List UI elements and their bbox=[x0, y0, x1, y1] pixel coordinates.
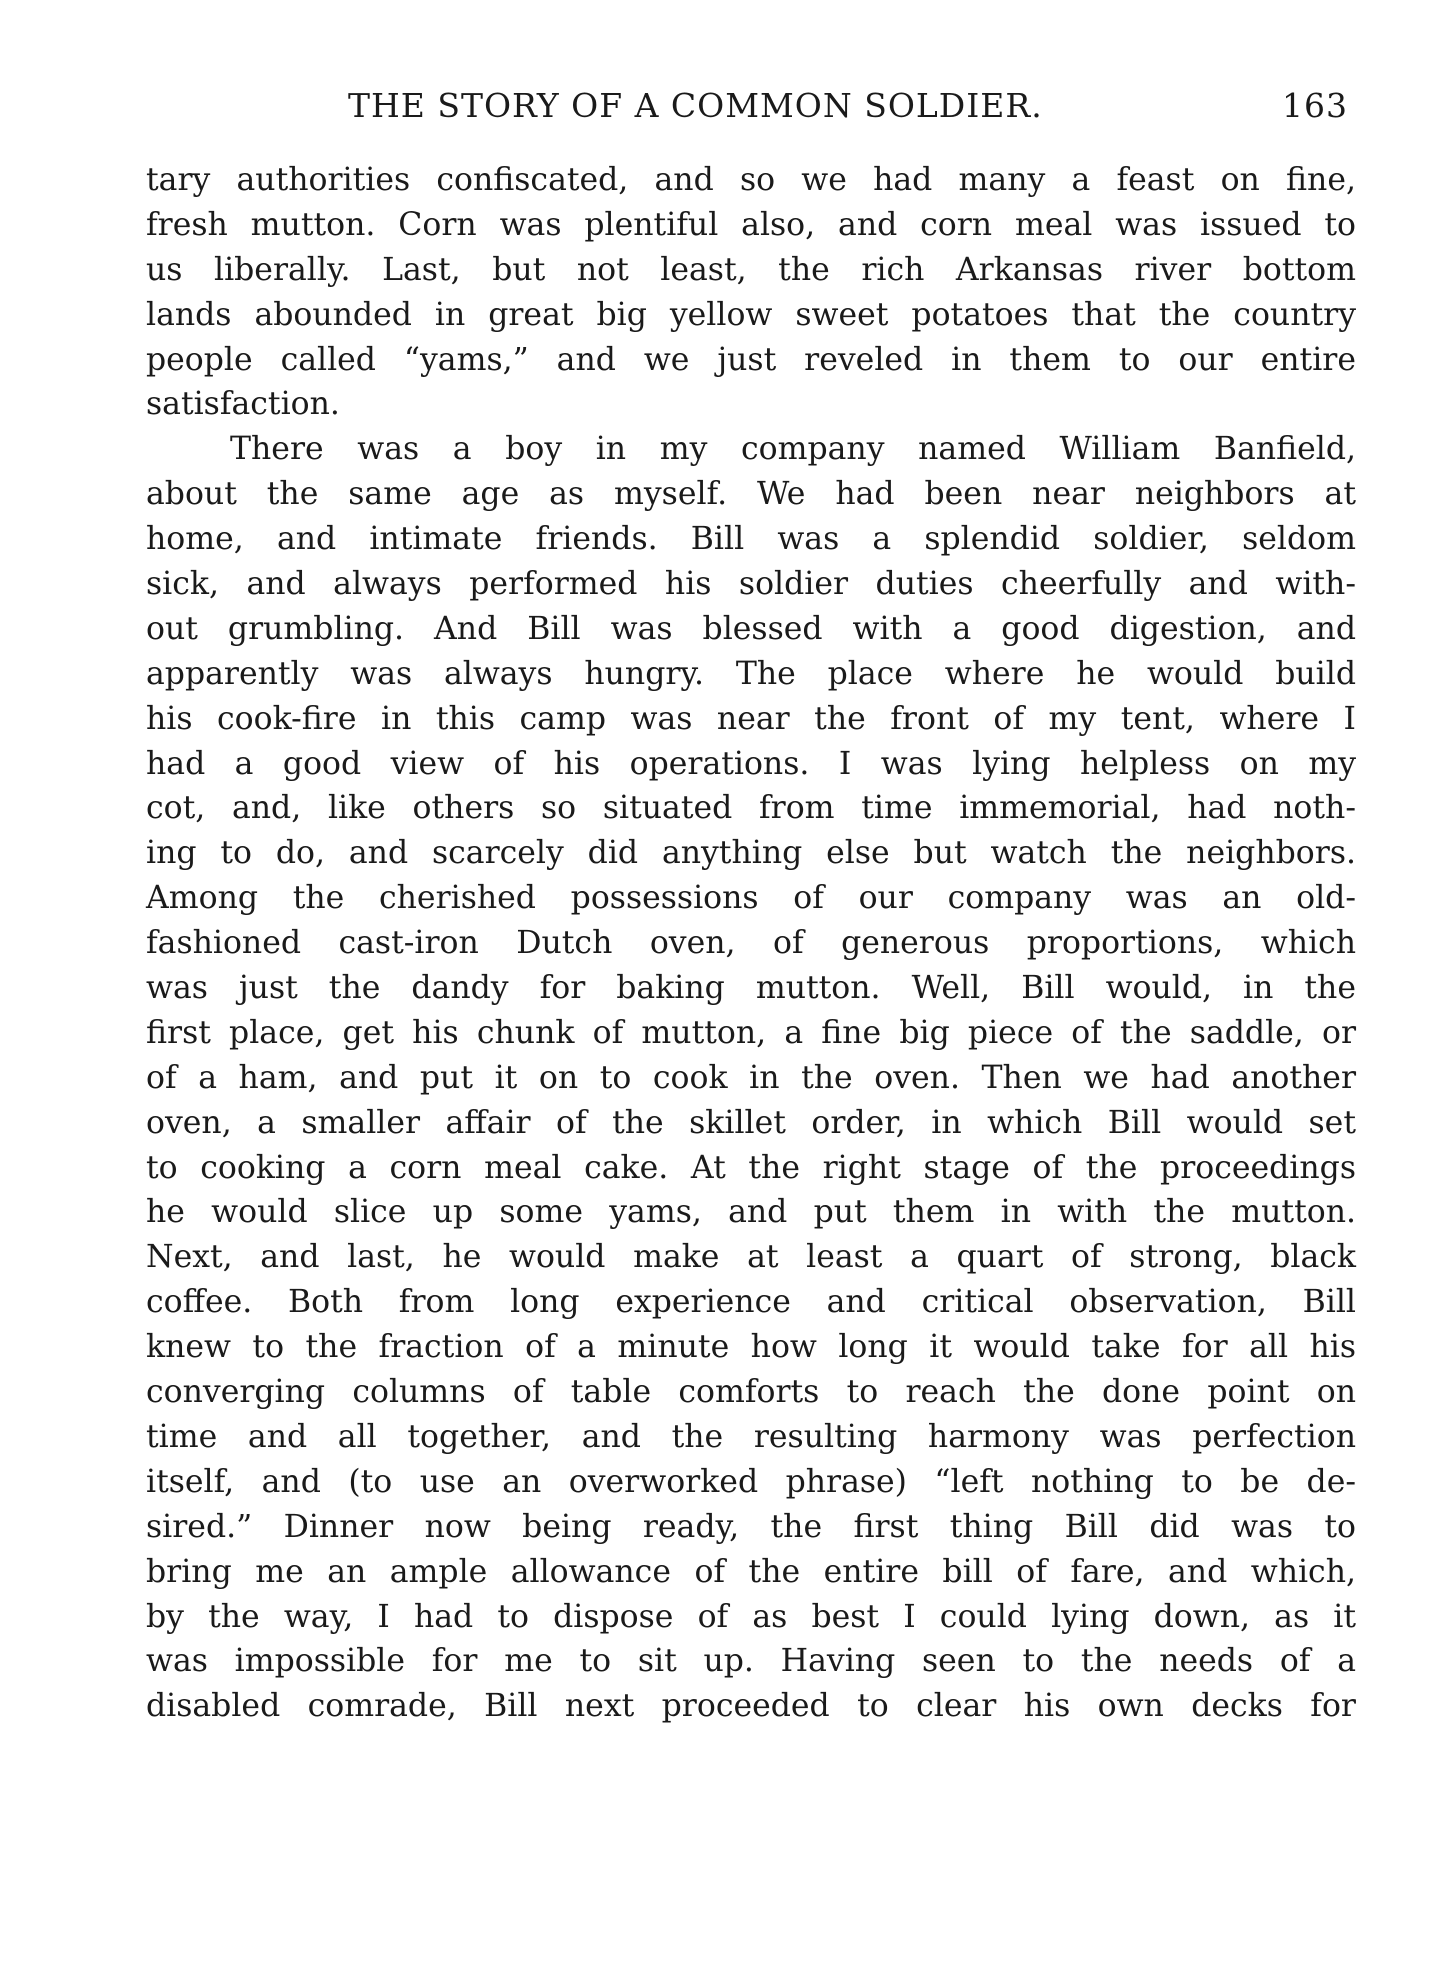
text-line: Among the cherished possessions of our company was an old- bbox=[146, 880, 1356, 917]
text-line: home, and intimate friends. Bill was a splendid soldier, seldom bbox=[146, 521, 1356, 558]
text-line: of a ham, and put it on to cook in the oven. Then we had another bbox=[146, 1059, 1356, 1096]
text-line: us liberally. Last, but not least, the rich Arkansas river bottom bbox=[146, 251, 1356, 288]
text-line: about the same age as myself. We had been near neighbors at bbox=[146, 476, 1356, 513]
text-line: disabled comrade, Bill next proceeded to clear his own decks for bbox=[146, 1688, 1356, 1725]
text-line: tary authorities confiscated, and so we had many a feast on fine, bbox=[146, 162, 1356, 198]
running-head-title: THE STORY OF A COMMON SOLDIER. bbox=[348, 86, 1043, 125]
text-line: converging columns of table comforts to reach the done point on bbox=[146, 1374, 1356, 1411]
text-line: people called “yams,” and we just reveled in them to our entire bbox=[146, 341, 1356, 378]
text-line: sick, and always performed his soldier duties cheerfully and with- bbox=[146, 566, 1356, 603]
text-line: first place, get his chunk of mutton, a fine big piece of the saddle, or bbox=[146, 1014, 1356, 1051]
paragraph-first-line: There was a boy in my company named William Banfield, bbox=[230, 431, 1356, 468]
text-line: oven, a smaller affair of the skillet order, in which Bill would set bbox=[146, 1104, 1356, 1141]
text-line: had a good view of his operations. I was lying helpless on my bbox=[146, 745, 1356, 782]
text-line: time and all together, and the resulting harmony was perfection bbox=[146, 1418, 1356, 1455]
text-line: fresh mutton. Corn was plentiful also, and corn meal was issued to bbox=[146, 206, 1356, 243]
text-line: out grumbling. And Bill was blessed with a good digestion, and bbox=[146, 610, 1356, 647]
page-number: 163 bbox=[1282, 86, 1348, 125]
text-line: lands abounded in great big yellow sweet potatoes that the country bbox=[146, 296, 1356, 333]
body-text bbox=[146, 158, 1356, 1729]
text-line: Next, and last, he would make at least a quart of strong, black bbox=[146, 1239, 1356, 1276]
text-line: satisfaction. bbox=[146, 386, 340, 423]
text-line: was impossible for me to sit up. Having seen to the needs of a bbox=[146, 1643, 1356, 1680]
text-line: itself, and (to use an overworked phrase) “left nothing to be de- bbox=[146, 1463, 1356, 1500]
text-line: cot, and, like others so situated from time immemorial, had noth- bbox=[146, 790, 1356, 827]
text-line: sired.” Dinner now being ready, the first thing Bill did was to bbox=[146, 1508, 1356, 1545]
text-line: knew to the fraction of a minute how long it would take for all his bbox=[146, 1329, 1356, 1366]
text-line: he would slice up some yams, and put them in with the mutton. bbox=[146, 1194, 1356, 1231]
text-line: coffee. Both from long experience and critical observation, Bill bbox=[146, 1284, 1356, 1321]
text-line: bring me an ample allowance of the entire bill of fare, and which, bbox=[146, 1553, 1356, 1590]
text-line: ing to do, and scarcely did anything else but watch the neighbors. bbox=[146, 835, 1356, 872]
text-line: his cook-fire in this camp was near the front of my tent, where I bbox=[146, 700, 1356, 737]
text-line: fashioned cast-iron Dutch oven, of generous proportions, which bbox=[146, 925, 1356, 962]
text-line: by the way, I had to dispose of as best I could lying down, as it bbox=[146, 1598, 1356, 1635]
text-line: to cooking a corn meal cake. At the right stage of the proceedings bbox=[146, 1149, 1356, 1186]
text-line: was just the dandy for baking mutton. Well, Bill would, in the bbox=[146, 970, 1356, 1007]
text-line: apparently was always hungry. The place where he would build bbox=[146, 655, 1356, 692]
running-head bbox=[148, 86, 1348, 136]
